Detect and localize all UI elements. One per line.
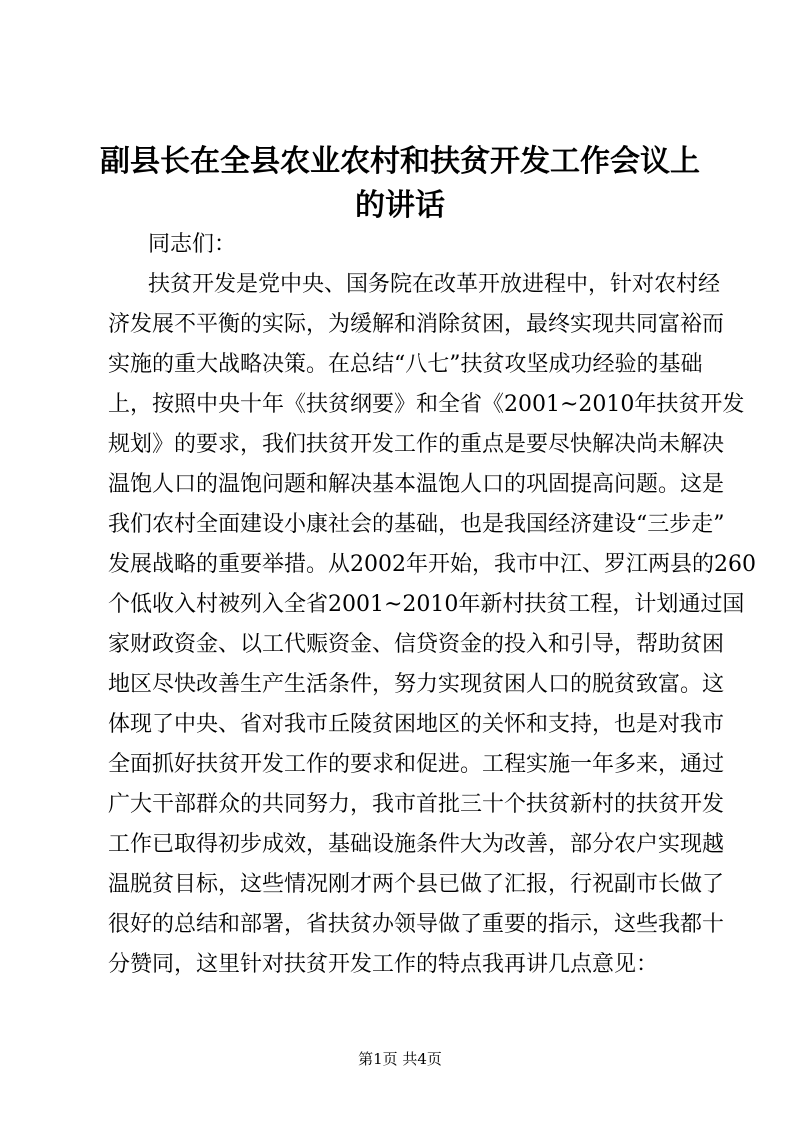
page-number-footer: 第1页 共4页	[358, 1050, 442, 1068]
paragraph-line: 发展战略的重要举措。从2002年开始，我市中江、罗江两县的260	[108, 552, 756, 577]
paragraph-line: 上，按照中央十年《扶贫纲要》和全省《2001~2010年扶贫开发	[108, 392, 745, 417]
paragraph-line: 扶贫开发是党中央、国务院在改革开放进程中，针对农村经	[148, 272, 721, 297]
paragraph-line: 地区尽快改善生产生活条件，努力实现贫困人口的脱贫致富。这	[108, 672, 725, 697]
paragraph-line: 实施的重大战略决策。在总结“八七”扶贫攻坚成功经验的基础	[108, 352, 703, 377]
document-title-line-2: 的讲话	[355, 188, 445, 223]
paragraph-line: 济发展不平衡的实际，为缓解和消除贫困，最终实现共同富裕而	[108, 312, 725, 337]
paragraph-line: 分赞同，这里针对扶贫开发工作的特点我再讲几点意见：	[108, 952, 659, 977]
paragraph-line: 全面抓好扶贫开发工作的要求和促进。工程实施一年多来，通过	[108, 752, 725, 777]
paragraph-line: 体现了中央、省对我市丘陵贫困地区的关怀和支持，也是对我市	[108, 712, 725, 737]
paragraph-line: 家财政资金、以工代赈资金、信贷资金的投入和引导，帮助贫困	[108, 632, 725, 657]
paragraph-line: 我们农村全面建设小康社会的基础，也是我国经济建设“三步走”	[108, 512, 725, 537]
paragraph-line: 规划》的要求，我们扶贫开发工作的重点是要尽快解决尚未解决	[108, 432, 725, 457]
paragraph-line: 广大干部群众的共同努力，我市首批三十个扶贫新村的扶贫开发	[108, 792, 725, 817]
paragraph-line: 个低收入村被列入全省2001~2010年新村扶贫工程，计划通过国	[108, 592, 745, 617]
paragraph-line: 温脱贫目标，这些情况刚才两个县已做了汇报，行祝副市长做了	[108, 872, 725, 897]
paragraph-line: 很好的总结和部署，省扶贫办领导做了重要的指示，这些我都十	[108, 912, 725, 937]
paragraph-line: 工作已取得初步成效，基础设施条件大为改善，部分农户实现越	[108, 832, 725, 857]
salutation: 同志们：	[148, 232, 237, 257]
paragraph-line: 温饱人口的温饱问题和解决基本温饱人口的巩固提高问题。这是	[108, 472, 725, 497]
document-title-line-1: 副县长在全县农业农村和扶贫开发工作会议上	[100, 144, 700, 179]
